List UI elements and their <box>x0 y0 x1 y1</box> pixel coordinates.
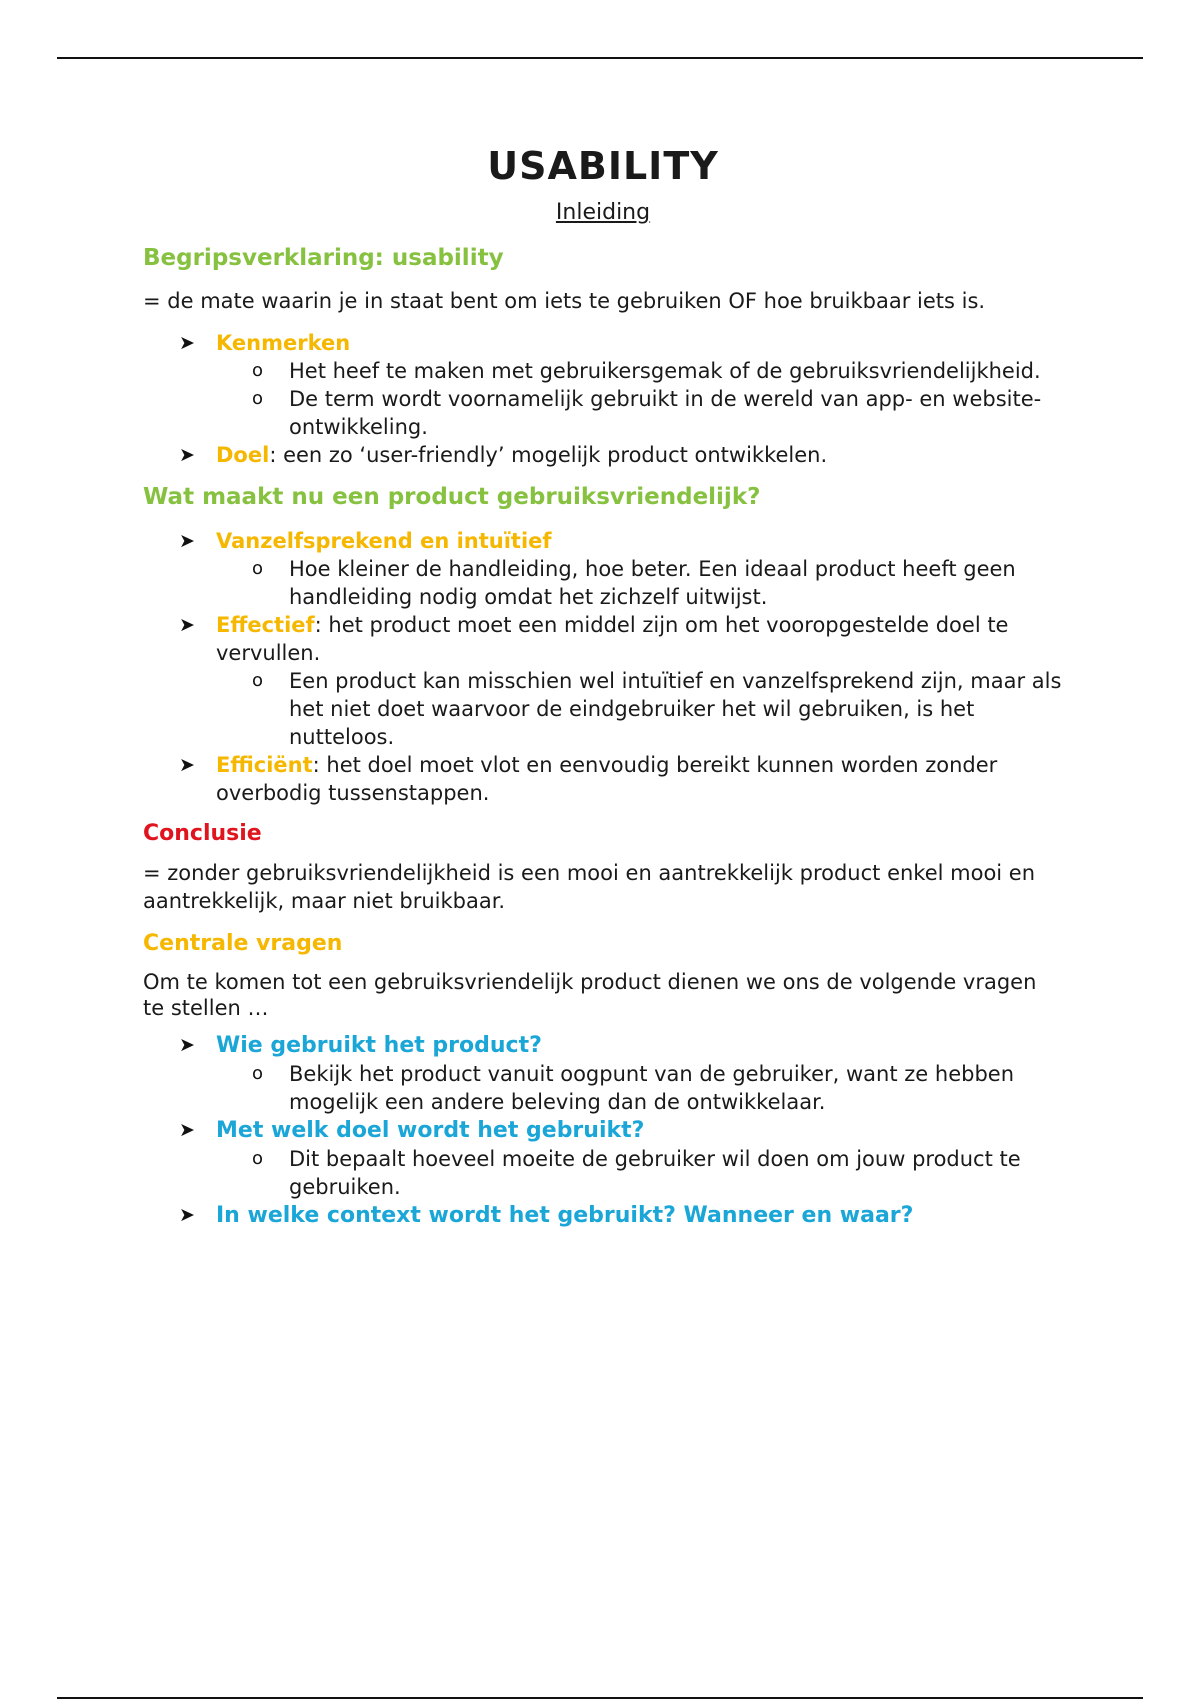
efficient-text: : het doel moet vlot en eenvoudig bereikt kunnen worden zonder overbodig tussenstappen. <box>216 753 998 805</box>
vanzelfsprekend-sublist <box>216 555 1063 611</box>
bottom-rule <box>57 1697 1143 1699</box>
sub-list-item <box>216 555 1063 611</box>
page-title: USABILITY <box>487 144 719 188</box>
vraag-doel-text: Dit bepaalt hoeveel moeite de gebruiker wil doen om jouw product te gebruiken. <box>289 1147 1021 1199</box>
effectief-sublist <box>216 667 1063 751</box>
document-body <box>143 140 1063 1230</box>
begrip-list <box>143 329 1063 469</box>
efficient-label: Efficiënt <box>216 753 313 777</box>
vanzelfsprekend-text: Hoe kleiner de handleiding, hoe beter. Een ideaal product heeft geen handleiding nodig omdat het zichzelf uitwijst. <box>289 557 1016 609</box>
effectief-text: : het product moet een middel zijn om het vooropgestelde doel te vervullen. <box>216 613 1009 665</box>
vraag-wie: Wie gebruikt het product? <box>216 1033 542 1058</box>
vraag-wie-sublist <box>216 1060 1063 1116</box>
circle-bullet-icon: o <box>252 558 264 579</box>
list-item-kenmerken <box>143 329 1063 441</box>
arrow-bullet-icon: ➤ <box>179 1034 195 1056</box>
list-item-doel <box>143 441 1063 469</box>
circle-bullet-icon: o <box>252 360 264 381</box>
arrow-bullet-icon: ➤ <box>179 1204 195 1226</box>
doel-label: Doel <box>216 443 270 467</box>
definition-text: = de mate waarin je in staat bent om iets te gebruiken OF hoe bruikbaar iets is. <box>143 289 986 313</box>
effectief-label: Effectief <box>216 613 315 637</box>
top-rule <box>57 57 1143 59</box>
list-item-effectief <box>143 611 1063 751</box>
list-item-efficient <box>143 751 1063 807</box>
list-item-vraag-wie <box>143 1031 1063 1116</box>
circle-bullet-icon: o <box>252 1148 264 1169</box>
list-item-vraag-context <box>143 1201 1063 1230</box>
effectief-sub-text: Een product kan misschien wel intuïtief en vanzelfsprekend zijn, maar als het niet doet waarvoor de eindgebruiker het wil gebruiken, is het nutteloos. <box>289 669 1062 749</box>
arrow-bullet-icon: ➤ <box>179 1119 195 1141</box>
arrow-bullet-icon: ➤ <box>179 332 195 354</box>
heading-wat-maakt: Wat maakt nu een product gebruiksvriendelijk? <box>143 484 761 510</box>
centrale-vragen-intro: Om te komen tot een gebruiksvriendelijk product dienen we ons de volgende vragen te stellen … <box>143 970 1037 1020</box>
vraag-doel: Met welk doel wordt het gebruikt? <box>216 1118 645 1143</box>
arrow-bullet-icon: ➤ <box>179 754 195 776</box>
vraag-context: In welke context wordt het gebruikt? Wanneer en waar? <box>216 1203 914 1228</box>
heading-begripsverklaring: Begripsverklaring: usability <box>143 245 504 271</box>
heading-centrale-vragen: Centrale vragen <box>143 931 343 956</box>
arrow-bullet-icon: ➤ <box>179 444 195 466</box>
sub-list-item <box>216 385 1063 441</box>
circle-bullet-icon: o <box>252 670 264 691</box>
doel-text: : een zo ‘user-friendly’ mogelijk product ontwikkelen. <box>269 443 828 467</box>
kenmerken-sublist <box>216 357 1063 441</box>
arrow-bullet-icon: ➤ <box>179 530 195 552</box>
circle-bullet-icon: o <box>252 1063 264 1084</box>
kenmerken-label: Kenmerken <box>216 331 351 355</box>
circle-bullet-icon: o <box>252 388 264 409</box>
sub-list-item <box>216 1145 1063 1201</box>
page-subtitle: Inleiding <box>555 200 651 225</box>
kenmerk-text: Het heef te maken met gebruikersgemak of de gebruiksvriendelijkheid. <box>289 359 1041 383</box>
vragen-list <box>143 1031 1063 1230</box>
sub-list-item <box>216 1060 1063 1116</box>
sub-list-item <box>216 667 1063 751</box>
sub-list-item <box>216 357 1063 385</box>
vraag-doel-sublist <box>216 1145 1063 1201</box>
list-item-vanzelfsprekend <box>143 527 1063 611</box>
vraag-wie-text: Bekijk het product vanuit oogpunt van de gebruiker, want ze hebben mogelijk een andere beleving dan de ontwikkelaar. <box>289 1062 1015 1114</box>
arrow-bullet-icon: ➤ <box>179 614 195 636</box>
conclusie-text: = zonder gebruiksvriendelijkheid is een mooi en aantrekkelijk product enkel mooi en aantrekkelijk, maar niet bruikbaar. <box>143 861 1036 913</box>
criteria-list <box>143 527 1063 807</box>
vanzelfsprekend-label: Vanzelfsprekend en intuïtief <box>216 529 552 553</box>
heading-conclusie: Conclusie <box>143 821 262 846</box>
kenmerk-text: De term wordt voornamelijk gebruikt in de wereld van app- en website-ontwikkeling. <box>289 387 1042 439</box>
list-item-vraag-doel <box>143 1116 1063 1201</box>
